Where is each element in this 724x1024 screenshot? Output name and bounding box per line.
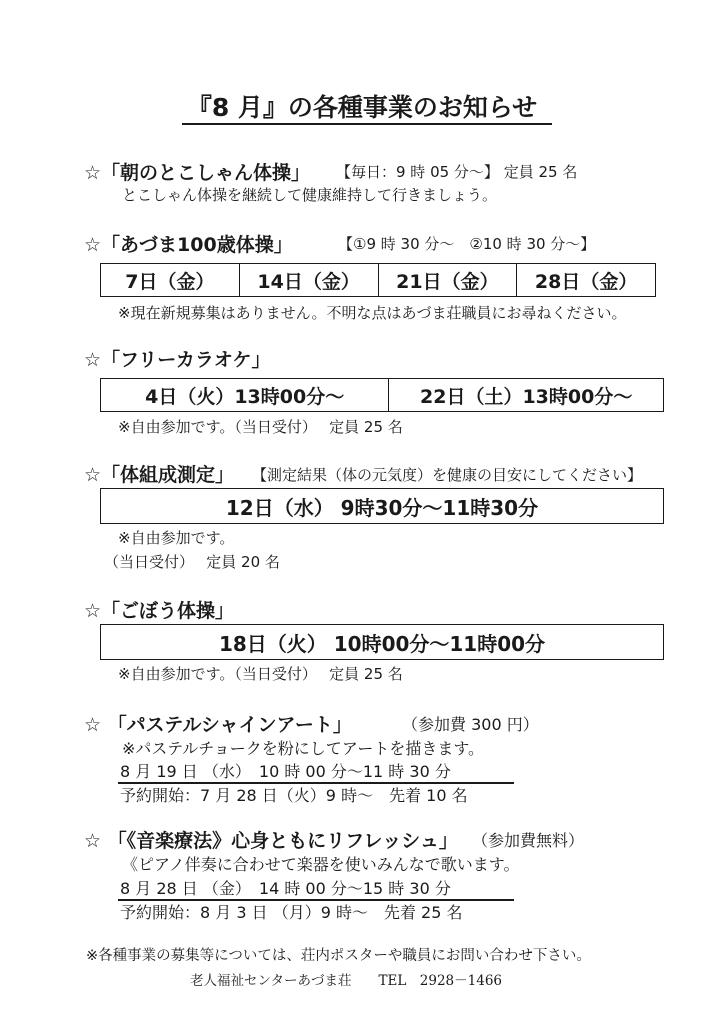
schedule-text: 12日（水） 9時30分～11時30分: [225, 495, 539, 520]
section-heading-pastel: ☆ 「パステルシャインアート」: [84, 714, 352, 736]
title-underline: [182, 123, 552, 125]
footer-contact: 老人福祉センターあづま荘 TEL 2928－1466: [190, 973, 502, 989]
section-note-body-composition: ※自由参加です。: [118, 529, 235, 547]
section-desc-pastel: ※パステルチョークを粉にしてアートを描きます。: [122, 739, 485, 758]
section-heading-gobou: ☆「ごぼう体操」: [84, 600, 235, 622]
date-cell: 4日（火）13時00分～: [145, 385, 345, 408]
section-note-karaoke: ※自由参加です。（当日受付） 定員 25 名: [118, 418, 403, 436]
section-detail-tokoshan: 【毎日：9 時 05 分～】 定員 25 名: [336, 163, 578, 181]
section-heading-music-therapy: ☆ 「《音楽療法》心身ともにリフレッシュ」: [84, 830, 458, 852]
date-cell: 14日（金）: [239, 264, 378, 296]
section-fee-pastel: （参加費 300 円）: [402, 715, 539, 734]
section-booking-music-therapy: 予約開始：8 月 3 日 （月）9 時～ 先着 25 名: [120, 903, 463, 922]
date-cell: 28日（金）: [516, 264, 655, 296]
date-cell: 21日（金）: [378, 264, 517, 296]
section-desc-music-therapy: 《ピアノ伴奏に合わせて楽器を使いみんなで歌います。: [122, 855, 520, 874]
date-cell: 7日（金）: [125, 270, 215, 293]
schedule-text: 18日（火） 10時00分～11時00分: [218, 631, 546, 656]
section-date-music-therapy: 8 月 28 日 （金） 14 時 00 分～15 時 30 分: [120, 879, 451, 898]
section-note-tokoshan: とこしゃん体操を継続して健康維持して行きましょう。: [122, 186, 498, 204]
section-note-gobou: ※自由参加です。（当日受付） 定員 25 名: [118, 665, 403, 683]
date-table-karaoke: [100, 378, 664, 412]
section-booking-pastel: 予約開始：7 月 28 日（火）9 時～ 先着 10 名: [120, 786, 468, 805]
page-title: 『8 月』の各種事業のお知らせ: [186, 93, 538, 122]
section-detail-azuma100: 【①9 時 30 分～ ②10 時 30 分～】: [338, 235, 596, 253]
section-heading-body-composition: ☆「体組成測定」: [84, 464, 235, 486]
section-note-body-composition-2: （当日受付） 定員 20 名: [104, 553, 280, 571]
section-heading-tokoshan: ☆「朝のとこしゃん体操」: [84, 162, 311, 184]
schedule-box-gobou: [100, 624, 664, 660]
section-note-azuma100: ※現在新規募集はありません。不明な点はあづま荘職員にお尋ねください。: [118, 304, 627, 322]
section-heading-karaoke: ☆「フリーカラオケ」: [84, 349, 271, 371]
section-fee-music-therapy: （参加費無料）: [472, 831, 585, 850]
section-detail-body-composition: 【測定結果（体の元気度）を健康の目安にしてください】: [252, 466, 643, 484]
schedule-box-body-composition: [100, 488, 664, 524]
section-heading-azuma100: ☆「あづま100歳体操」: [84, 234, 293, 256]
footer-note: ※各種事業の募集等については、荘内ポスターや職員にお問い合わせ下さい。: [86, 948, 591, 964]
date-cell: 22日（土）13時00分～: [388, 379, 663, 411]
date-table-azuma100: [100, 263, 656, 297]
section-date-pastel: 8 月 19 日 （水） 10 時 00 分～11 時 30 分: [120, 762, 451, 781]
